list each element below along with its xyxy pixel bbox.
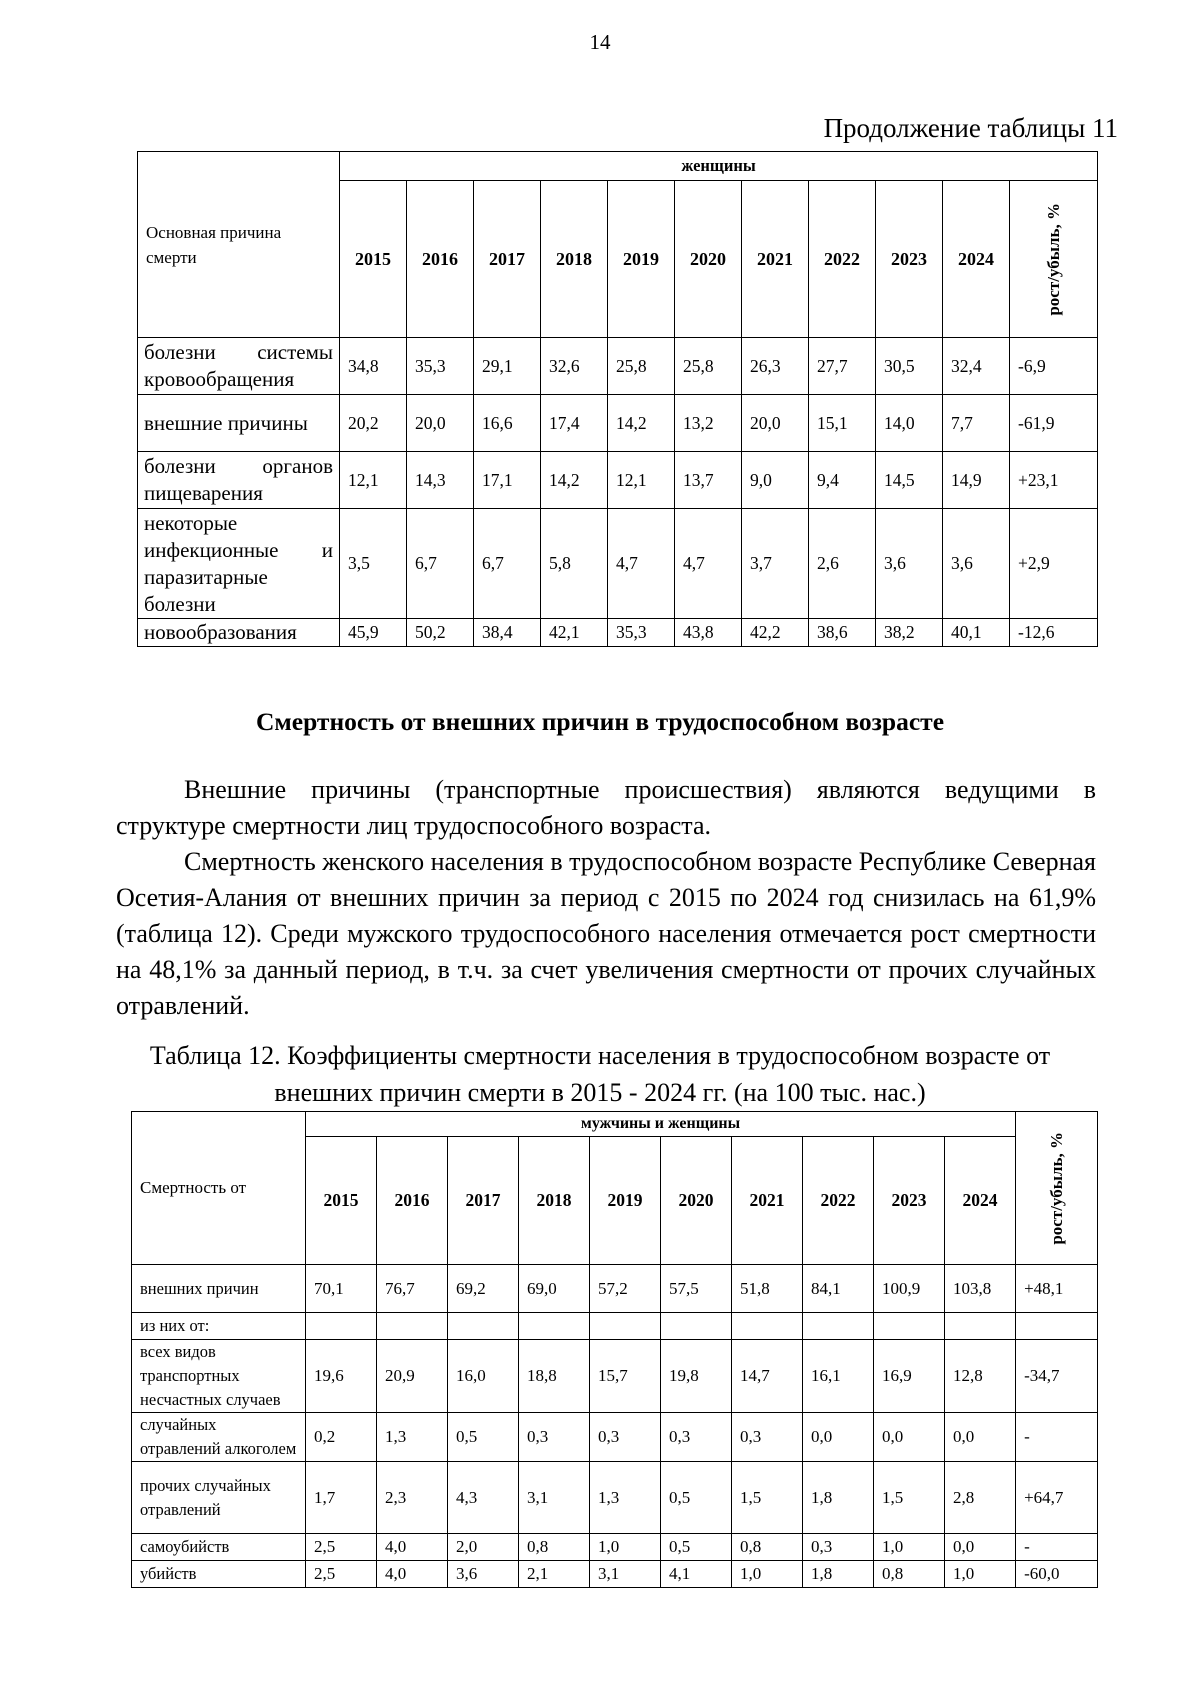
row-label: болезни органов пищеварения (138, 452, 340, 509)
value-cell (377, 1313, 448, 1340)
value-cell: 51,8 (732, 1265, 803, 1313)
value-cell: 0,2 (306, 1413, 377, 1462)
value-cell: 1,0 (945, 1561, 1016, 1588)
row-label: некоторые инфекционные и паразитарные болезни (138, 509, 340, 619)
value-cell: 38,2 (876, 619, 943, 647)
table-row (138, 619, 1098, 647)
value-cell: 1,5 (732, 1462, 803, 1534)
value-cell: 0,3 (732, 1413, 803, 1462)
value-cell: 14,7 (732, 1340, 803, 1413)
value-cell: 0,3 (590, 1413, 661, 1462)
value-cell: 0,0 (945, 1534, 1016, 1561)
row-label: всех видов транспортных несчастных случаев (132, 1340, 306, 1413)
table-row (132, 1413, 1098, 1462)
table-row (138, 452, 1098, 509)
value-cell: 13,7 (675, 452, 742, 509)
value-cell: 26,3 (742, 338, 809, 395)
year-header: 2018 (519, 1137, 590, 1265)
value-cell: 1,8 (803, 1561, 874, 1588)
value-cell: 7,7 (943, 395, 1010, 452)
table-12 (131, 1111, 1098, 1588)
value-cell: 38,4 (474, 619, 541, 647)
value-cell: 14,9 (943, 452, 1010, 509)
table-row (138, 338, 1098, 395)
value-cell: 2,3 (377, 1462, 448, 1534)
value-cell: 1,0 (732, 1561, 803, 1588)
table-row (132, 1462, 1098, 1534)
value-cell: 2,6 (809, 509, 876, 619)
value-cell: 0,3 (661, 1413, 732, 1462)
value-cell: 29,1 (474, 338, 541, 395)
year-header: 2021 (732, 1137, 803, 1265)
paragraph-1: Внешние причины (транспортные происшествия) являются ведущими в структуре смертности лиц трудоспособного возраста. (116, 775, 1096, 840)
value-cell: 42,2 (742, 619, 809, 647)
page-number: 14 (589, 30, 611, 54)
row-label: случайных отравлений алкоголем (132, 1413, 306, 1462)
change-cell: -61,9 (1010, 395, 1098, 452)
year-header: 2016 (377, 1137, 448, 1265)
value-cell: 3,6 (448, 1561, 519, 1588)
change-cell: -12,6 (1010, 619, 1098, 647)
value-cell: 45,9 (340, 619, 407, 647)
change-cell: -6,9 (1010, 338, 1098, 395)
table-12-corner-header: Смертность от (132, 1112, 306, 1265)
value-cell (732, 1313, 803, 1340)
row-label: внешние причины (138, 395, 340, 452)
value-cell: 1,0 (874, 1534, 945, 1561)
table-row (138, 509, 1098, 619)
value-cell: 4,0 (377, 1534, 448, 1561)
change-header-cell (1016, 1112, 1098, 1265)
value-cell: 14,5 (876, 452, 943, 509)
value-cell: 14,2 (608, 395, 675, 452)
value-cell (803, 1313, 874, 1340)
value-cell: 0,0 (803, 1413, 874, 1462)
value-cell: 19,6 (306, 1340, 377, 1413)
row-label: самоубийств (132, 1534, 306, 1561)
value-cell: 103,8 (945, 1265, 1016, 1313)
value-cell (945, 1313, 1016, 1340)
row-label: прочих случайных отравлений (132, 1462, 306, 1534)
value-cell (448, 1313, 519, 1340)
value-cell: 2,1 (519, 1561, 590, 1588)
value-cell: 0,5 (661, 1534, 732, 1561)
year-header: 2019 (590, 1137, 661, 1265)
value-cell: 27,7 (809, 338, 876, 395)
year-header: 2020 (675, 181, 742, 338)
value-cell: 84,1 (803, 1265, 874, 1313)
year-header: 2016 (407, 181, 474, 338)
value-cell: 1,3 (590, 1462, 661, 1534)
table-row (132, 1313, 1098, 1340)
value-cell: 17,4 (541, 395, 608, 452)
value-cell: 20,9 (377, 1340, 448, 1413)
change-cell: - (1016, 1413, 1098, 1462)
value-cell: 76,7 (377, 1265, 448, 1313)
value-cell: 1,3 (377, 1413, 448, 1462)
value-cell: 57,2 (590, 1265, 661, 1313)
value-cell: 1,5 (874, 1462, 945, 1534)
value-cell: 14,0 (876, 395, 943, 452)
year-header: 2015 (340, 181, 407, 338)
year-header: 2024 (945, 1137, 1016, 1265)
row-label: болезни системы кровообращения (138, 338, 340, 395)
value-cell: 0,8 (732, 1534, 803, 1561)
value-cell: 15,7 (590, 1340, 661, 1413)
value-cell: 0,5 (448, 1413, 519, 1462)
value-cell: 12,8 (945, 1340, 1016, 1413)
value-cell: 4,7 (608, 509, 675, 619)
value-cell: 4,1 (661, 1561, 732, 1588)
value-cell: 30,5 (876, 338, 943, 395)
value-cell: 3,6 (943, 509, 1010, 619)
value-cell (661, 1313, 732, 1340)
change-cell: +23,1 (1010, 452, 1098, 509)
value-cell: 4,0 (377, 1561, 448, 1588)
value-cell: 40,1 (943, 619, 1010, 647)
change-cell: - (1016, 1534, 1098, 1561)
value-cell: 9,4 (809, 452, 876, 509)
value-cell: 14,2 (541, 452, 608, 509)
value-cell (306, 1313, 377, 1340)
year-header: 2018 (541, 181, 608, 338)
value-cell: 12,1 (608, 452, 675, 509)
value-cell: 1,0 (590, 1534, 661, 1561)
year-header: 2019 (608, 181, 675, 338)
value-cell: 15,1 (809, 395, 876, 452)
change-cell: +2,9 (1010, 509, 1098, 619)
value-cell: 100,9 (874, 1265, 945, 1313)
value-cell: 32,6 (541, 338, 608, 395)
year-header: 2023 (876, 181, 943, 338)
value-cell: 16,9 (874, 1340, 945, 1413)
year-header: 2022 (809, 181, 876, 338)
table-row (132, 1265, 1098, 1313)
row-label: внешних причин (132, 1265, 306, 1313)
value-cell: 2,8 (945, 1462, 1016, 1534)
value-cell: 16,0 (448, 1340, 519, 1413)
value-cell: 20,2 (340, 395, 407, 452)
value-cell: 1,8 (803, 1462, 874, 1534)
year-header: 2015 (306, 1137, 377, 1265)
change-cell: -60,0 (1016, 1561, 1098, 1588)
value-cell: 0,5 (661, 1462, 732, 1534)
table-11-group-header: женщины (340, 152, 1098, 181)
value-cell: 19,8 (661, 1340, 732, 1413)
value-cell: 69,2 (448, 1265, 519, 1313)
change-header-cell (1010, 181, 1098, 338)
value-cell: 3,5 (340, 509, 407, 619)
row-label: из них от: (132, 1313, 306, 1340)
year-header: 2020 (661, 1137, 732, 1265)
table-row (132, 1534, 1098, 1561)
year-header: 2024 (943, 181, 1010, 338)
value-cell: 9,0 (742, 452, 809, 509)
section-title: Смертность от внешних причин в трудоспособном возрасте (255, 707, 945, 736)
year-header: 2023 (874, 1137, 945, 1265)
value-cell: 0,8 (874, 1561, 945, 1588)
value-cell (874, 1313, 945, 1340)
table-row (132, 1561, 1098, 1588)
value-cell: 4,3 (448, 1462, 519, 1534)
value-cell: 57,5 (661, 1265, 732, 1313)
value-cell: 70,1 (306, 1265, 377, 1313)
value-cell: 69,0 (519, 1265, 590, 1313)
value-cell: 17,1 (474, 452, 541, 509)
table-11-body (138, 338, 1098, 647)
year-header: 2021 (742, 181, 809, 338)
value-cell: 6,7 (474, 509, 541, 619)
table-11-corner-header: Основная причина смерти (138, 152, 340, 338)
value-cell: 0,3 (519, 1413, 590, 1462)
value-cell: 34,8 (340, 338, 407, 395)
value-cell: 0,0 (874, 1413, 945, 1462)
value-cell: 18,8 (519, 1340, 590, 1413)
value-cell: 3,1 (519, 1462, 590, 1534)
value-cell: 35,3 (407, 338, 474, 395)
value-cell: 2,5 (306, 1561, 377, 1588)
value-cell: 38,6 (809, 619, 876, 647)
year-header: 2022 (803, 1137, 874, 1265)
value-cell: 20,0 (407, 395, 474, 452)
value-cell: 3,6 (876, 509, 943, 619)
value-cell: 42,1 (541, 619, 608, 647)
table-12-caption: Таблица 12. Коэффициенты смертности населения в трудоспособном возрасте от внешних причин смерти в 2015 - 2024 гг. (на 100 тыс. нас.) (149, 1041, 1051, 1107)
change-cell (1016, 1313, 1098, 1340)
year-header: 2017 (448, 1137, 519, 1265)
value-cell: 4,7 (675, 509, 742, 619)
value-cell: 0,0 (945, 1413, 1016, 1462)
table-continuation-label: Продолжение таблицы 11 (823, 113, 1118, 143)
value-cell: 32,4 (943, 338, 1010, 395)
value-cell: 3,1 (590, 1561, 661, 1588)
value-cell: 35,3 (608, 619, 675, 647)
value-cell: 13,2 (675, 395, 742, 452)
change-cell: +48,1 (1016, 1265, 1098, 1313)
value-cell: 3,7 (742, 509, 809, 619)
value-cell: 0,3 (803, 1534, 874, 1561)
value-cell: 16,6 (474, 395, 541, 452)
change-cell: -34,7 (1016, 1340, 1098, 1413)
value-cell: 25,8 (608, 338, 675, 395)
value-cell: 0,8 (519, 1534, 590, 1561)
value-cell: 14,3 (407, 452, 474, 509)
table-11 (137, 151, 1098, 647)
change-header: рост/убыль, % (1046, 1131, 1066, 1245)
value-cell: 50,2 (407, 619, 474, 647)
value-cell: 16,1 (803, 1340, 874, 1413)
value-cell: 43,8 (675, 619, 742, 647)
table-12-body (132, 1265, 1098, 1588)
value-cell: 20,0 (742, 395, 809, 452)
change-cell: +64,7 (1016, 1462, 1098, 1534)
value-cell (590, 1313, 661, 1340)
change-header: рост/убыль, % (1043, 202, 1063, 316)
value-cell: 1,7 (306, 1462, 377, 1534)
value-cell: 2,0 (448, 1534, 519, 1561)
value-cell (519, 1313, 590, 1340)
table-12-group-header: мужчины и женщины (306, 1112, 1016, 1137)
value-cell: 5,8 (541, 509, 608, 619)
value-cell: 2,5 (306, 1534, 377, 1561)
row-label: новообразования (138, 619, 340, 647)
year-header: 2017 (474, 181, 541, 338)
value-cell: 25,8 (675, 338, 742, 395)
value-cell: 6,7 (407, 509, 474, 619)
row-label: убийств (132, 1561, 306, 1588)
table-row (132, 1340, 1098, 1413)
table-row (138, 395, 1098, 452)
paragraph-2: Смертность женского населения в трудоспособном возрасте Республике Северная Осетия-Алания от внешних причин за период с 2015 по 2024 год снизилась на 61,9% (таблица 12). Среди мужского трудоспособного населения отмечается рост смертности на 48,1% за данный период, в т.ч. за счет увеличения смертности от прочих случайных отравлений. (116, 847, 1096, 1020)
value-cell: 12,1 (340, 452, 407, 509)
